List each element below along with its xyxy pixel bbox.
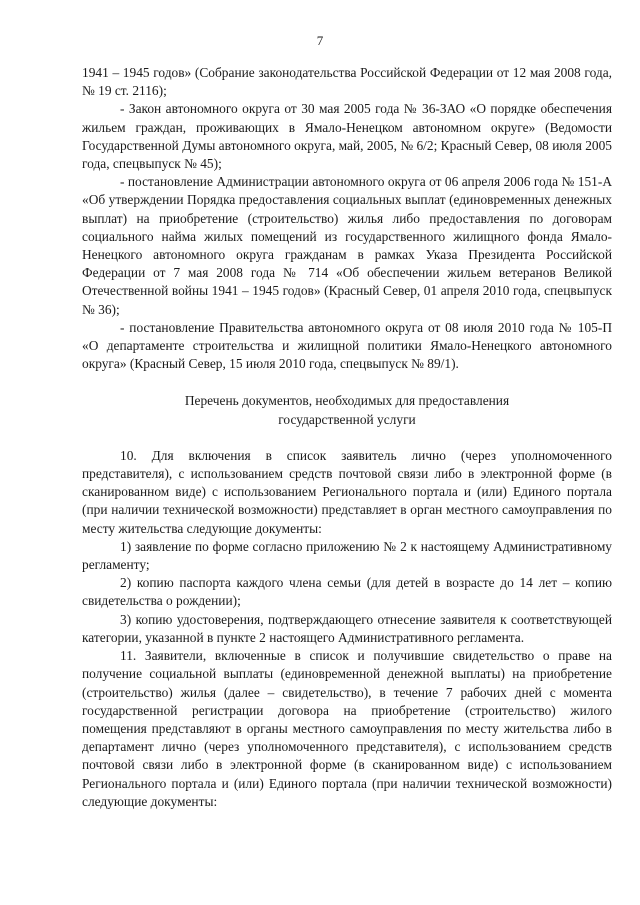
section-heading-line-1: Перечень документов, необходимых для предоставления: [184, 393, 510, 409]
clause-11: 11. Заявители, включенные в список и получившие свидетельство о праве на получение социальной выплаты (единовременной денежной выплаты) на приобретение (строительство) жилья (далее – свидетельство), в течение 7 рабочих дней с момента государственной регистрации договора на приобретение (строительство) жилого помещения представляют в органы местного самоуправления по месту жительства либо в департамент лично (через уполномоченного представителя), с использованием средств почтовой связи либо в электронной форме (в сканированном виде) с использованием Регионального портала и (или) Единого портала (при наличии технической возможности) следующие документы:: [82, 648, 612, 809]
document-body: [82, 64, 612, 811]
paragraph-resolution-151-a: - постановление Администрации автономного округа от 06 апреля 2006 года № 151-А «Об утверждении Порядка предоставления социальных выплат (единовременных денежных выплат) на приобретение (строительство) жилья либо предоставления по договорам социального найма жилых помещений из государственного жилищного фонда Ямало-Ненецкого автономного округа гражданам в рамках Указа Президента Российской Федерации от 7 мая 2008 года № 714 «Об обеспечении жильем ветеранов Великой Отечественной войны 1941 – 1945 годов» (Красный Север, 01 апреля 2010 года, спецвыпуск № 36);: [82, 174, 612, 317]
page-number: 7: [316, 33, 324, 48]
clause-10: 10. Для включения в список заявитель лично (через уполномоченного представителя), с использованием средств почтовой связи либо в электронной форме (в сканированном виде) с использованием Регионального портала и (или) Единого портала (при наличии технической возможности) представляет в орган местного самоуправления по месту жительства следующие документы:: [82, 447, 612, 536]
paragraph-law-source-tail: 1941 – 1945 годов» (Собрание законодательства Российской Федерации от 12 мая 2008 года, № 19 ст. 2116);: [82, 65, 612, 99]
paragraph-district-law-36-zao: - Закон автономного округа от 30 мая 2005 года № 36-ЗАО «О порядке обеспечения жильем граждан, проживающих в Ямало-Ненецком автономном округе» (Ведомости Государственной Думы автономного округа, май, 2005, № 6/2; Красный Север, 08 июля 2005 года, спецвыпуск № 45);: [82, 101, 612, 172]
clause-10-item-2: 2) копию паспорта каждого члена семьи (для детей в возрасте до 14 лет – копию свидетельства о рождении);: [82, 575, 612, 609]
paragraph-resolution-105-p: - постановление Правительства автономного округа от 08 июля 2010 года № 105-П «О департаменте строительства и жилищной политики Ямало-Ненецкого автономного округа» (Красный Север, 15 июля 2010 года, спецвыпуск № 89/1).: [82, 319, 612, 372]
clause-10-item-1: 1) заявление по форме согласно приложению № 2 к настоящему Административному регламенту;: [82, 538, 612, 573]
section-heading-line-2: государственной услуги: [278, 411, 416, 427]
clause-10-item-3: 3) копию удостоверения, подтверждающего отнесение заявителя к соответствующей категории, указанной в пункте 2 настоящего Административного регламента.: [82, 611, 612, 645]
